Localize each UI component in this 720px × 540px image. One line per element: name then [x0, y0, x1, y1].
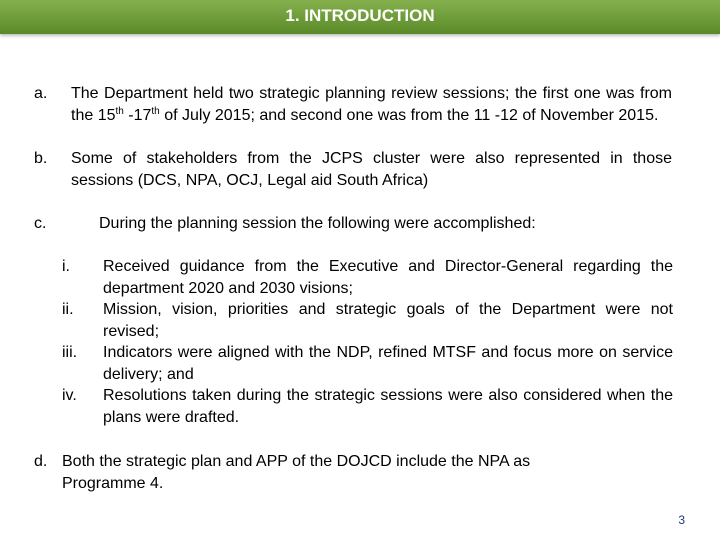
- subitem-i-marker: i.: [62, 258, 70, 275]
- item-d-marker: d.: [34, 453, 48, 470]
- item-a-marker: a.: [34, 85, 48, 102]
- item-d-text: Both the strategic plan and APP of the DOJCD include the NPA as Programme 4.: [62, 453, 531, 492]
- item-c-marker: c.: [34, 215, 47, 232]
- page-number: 3: [678, 513, 685, 527]
- subitem-i-text: Received guidance from the Executive and Director-General regarding the department 2020 and 2030 visions;: [103, 258, 673, 297]
- slide-title: 1. INTRODUCTION: [285, 6, 435, 25]
- subitem-iv-marker: iv.: [62, 387, 77, 404]
- subitem-iii-marker: iii.: [62, 344, 78, 361]
- item-b-marker: b.: [34, 150, 48, 167]
- subitem-iv-text: Resolutions taken during the strategic sessions were also considered when the plans were drafted.: [103, 387, 673, 426]
- subitem-ii-marker: ii.: [62, 301, 74, 318]
- item-b-text: Some of stakeholders from the JCPS cluster were also represented in those sessions (DCS, NPA, OCJ, Legal aid South Africa): [71, 150, 672, 189]
- subitem-ii-text: Mission, vision, priorities and strategic goals of the Department were not revised;: [103, 301, 673, 340]
- subitem-iii-text: Indicators were aligned with the NDP, refined MTSF and focus more on service delivery; and: [103, 344, 673, 383]
- item-a-text: The Department held two strategic planning review sessions; the first one was from the 15th -17th of July 2015; and second one was from the 11 -12 of November 2015.: [71, 85, 672, 124]
- item-c-text: During the planning session the following were accomplished:: [99, 215, 536, 232]
